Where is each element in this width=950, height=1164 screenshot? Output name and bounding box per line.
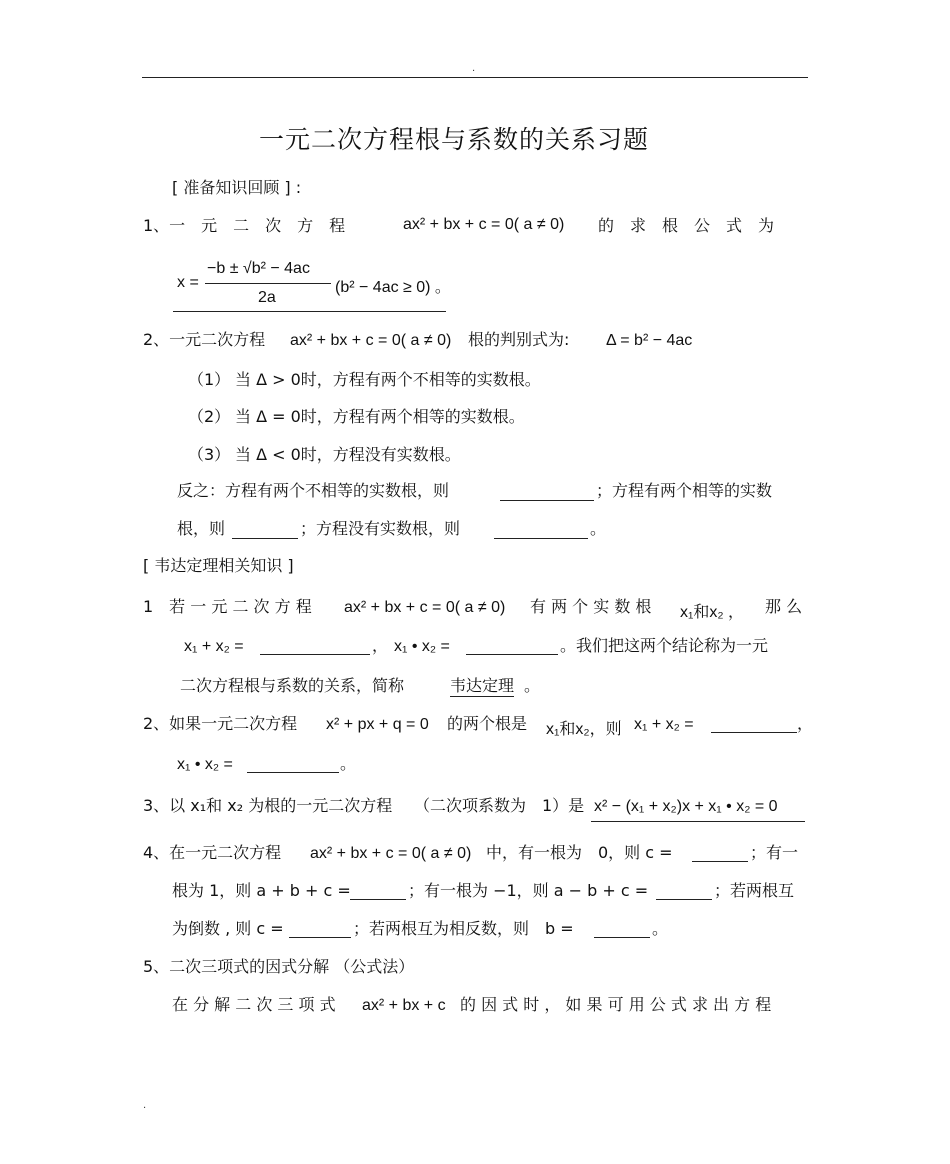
formula-x: x = (177, 274, 199, 291)
blank-opposite-roots[interactable] (594, 921, 650, 938)
item2-lead: 2、一元二次方程 (143, 330, 266, 349)
v3-lead: 3、以 x₁和 x₂ 为根的一元二次方程 (143, 796, 393, 815)
v3-paren: （二次项系数为 1）是 (414, 796, 585, 815)
converse-b: ；方程有两个相等的实数 (596, 481, 773, 500)
v1-tail: 那 么 (765, 597, 803, 616)
case3-num: （3） (188, 445, 231, 464)
v1-after: 。我们把这两个结论称为一元 (560, 636, 769, 655)
fraction-bar (205, 283, 331, 284)
converse-a: 反之：方程有两个不相等的实数根，则 (177, 481, 450, 500)
v2-sum: x₁ + x₂ = (634, 716, 694, 733)
v4-lead: 4、在一元二次方程 (143, 843, 282, 862)
v4-b1: 根为 1，则 a + b + c = (172, 881, 351, 900)
item1-lead: 1、一 元 二 次 方 程 (143, 216, 346, 235)
item1-equation: ax² + bx + c = 0( a ≠ 0) (403, 216, 565, 233)
vieta-heading: [ 韦达定理相关知识 ] (143, 556, 294, 575)
v4-equation: ax² + bx + c = 0( a ≠ 0) (310, 845, 472, 862)
converse-d: ；方程没有实数根，则 (300, 519, 461, 538)
blank-sum-of-roots[interactable] (260, 638, 370, 655)
vieta-theorem-name: 韦达定理 (450, 676, 515, 695)
item2-equation: ax² + bx + c = 0( a ≠ 0) (290, 332, 452, 349)
case3-text: 当 Δ < 0时，方程没有实数根。 (235, 445, 461, 464)
v1-line3a: 二次方程根与系数的关系，简称 (180, 676, 405, 695)
blank-equal-roots[interactable] (232, 522, 298, 539)
v1-equation: ax² + bx + c = 0( a ≠ 0) (344, 599, 506, 616)
blank-root-zero[interactable] (692, 845, 748, 862)
formula-numerator: −b ± √b² − 4ac (207, 260, 310, 277)
blank-product-of-roots[interactable] (466, 638, 558, 655)
v2-product: x₁ • x₂ = (177, 756, 233, 773)
blank-root-minus-one[interactable] (656, 883, 712, 900)
v1-comma: ， (372, 636, 389, 655)
v5-heading: 5、二次三项式的因式分解 （公式法） (143, 957, 415, 976)
v4-b3: ；若两根互 (714, 881, 795, 900)
v5-equation: ax² + bx + c (362, 997, 446, 1014)
v1-sum: x₁ + x₂ = (184, 638, 244, 655)
blank-v2-product[interactable] (247, 756, 339, 773)
footer-dot: . (143, 1100, 147, 1111)
v4-a2: ；有一 (750, 843, 799, 862)
v2-roots: x₁和x₂，则 (546, 721, 622, 738)
case1-num: （1） (188, 370, 231, 389)
v4-b2: ；有一根为 −1，则 a − b + c = (408, 881, 649, 900)
v2-equation: x² + px + q = 0 (326, 716, 429, 733)
page-title: 一元二次方程根与系数的关系习题 (259, 125, 650, 154)
blank-reciprocal-roots[interactable] (289, 921, 351, 938)
v4-c1: 为倒数 , 则 c = (172, 919, 284, 938)
header-rule (142, 77, 808, 78)
item2-mid: 根的判别式为: (468, 330, 570, 349)
discriminant: Δ = b² − 4ac (606, 332, 693, 349)
v5-line-tail: 的 因 式 时 ， 如 果 可 用 公 式 求 出 方 程 (460, 995, 772, 1014)
v4-c2: ；若两根互为相反数，则 b = (353, 919, 574, 938)
v2-mid: 的两个根是 (447, 714, 528, 733)
prep-heading: [ 准备知识回顾 ] : (172, 178, 302, 197)
v1-mid: 有 两 个 实 数 根 (530, 597, 652, 616)
case1-text: 当 Δ > 0时，方程有两个不相等的实数根。 (235, 370, 541, 389)
formula-condition: (b² − 4ac ≥ 0) 。 (335, 279, 451, 296)
blank-no-roots[interactable] (494, 522, 588, 539)
item1-tail: 的 求 根 公 式 为 (598, 216, 775, 235)
v3-equation: x² − (x₁ + x₂)x + x₁ • x₂ = 0 (594, 798, 778, 815)
v1-lead: 1 若 一 元 二 次 方 程 (143, 597, 312, 616)
header-dot: . (472, 63, 476, 74)
v2-end: 。 (340, 754, 357, 773)
formula-denominator: 2a (258, 289, 276, 306)
converse-c: 根，则 (177, 519, 226, 538)
v5-line-lead: 在 分 解 二 次 三 项 式 (172, 995, 336, 1014)
blank-distinct-roots[interactable] (500, 484, 594, 501)
case2-text: 当 Δ = 0时，方程有两个相等的实数根。 (235, 407, 525, 426)
v2-lead: 2、如果一元二次方程 (143, 714, 298, 733)
v4-a1: 中，有一根为 0，则 c = (486, 843, 673, 862)
case2-num: （2） (188, 407, 231, 426)
v1-roots: x₁和x₂ ， (680, 604, 745, 621)
converse-e: 。 (590, 519, 607, 538)
v4-c3: 。 (652, 919, 669, 938)
formula-underline (173, 311, 446, 312)
blank-root-one[interactable] (350, 883, 406, 900)
v1-product: x₁ • x₂ = (394, 638, 450, 655)
v3-underline (591, 821, 805, 822)
blank-v2-sum[interactable] (711, 716, 797, 733)
v2-comma: ， (797, 714, 814, 733)
v1-line3b: 。 (524, 676, 541, 695)
